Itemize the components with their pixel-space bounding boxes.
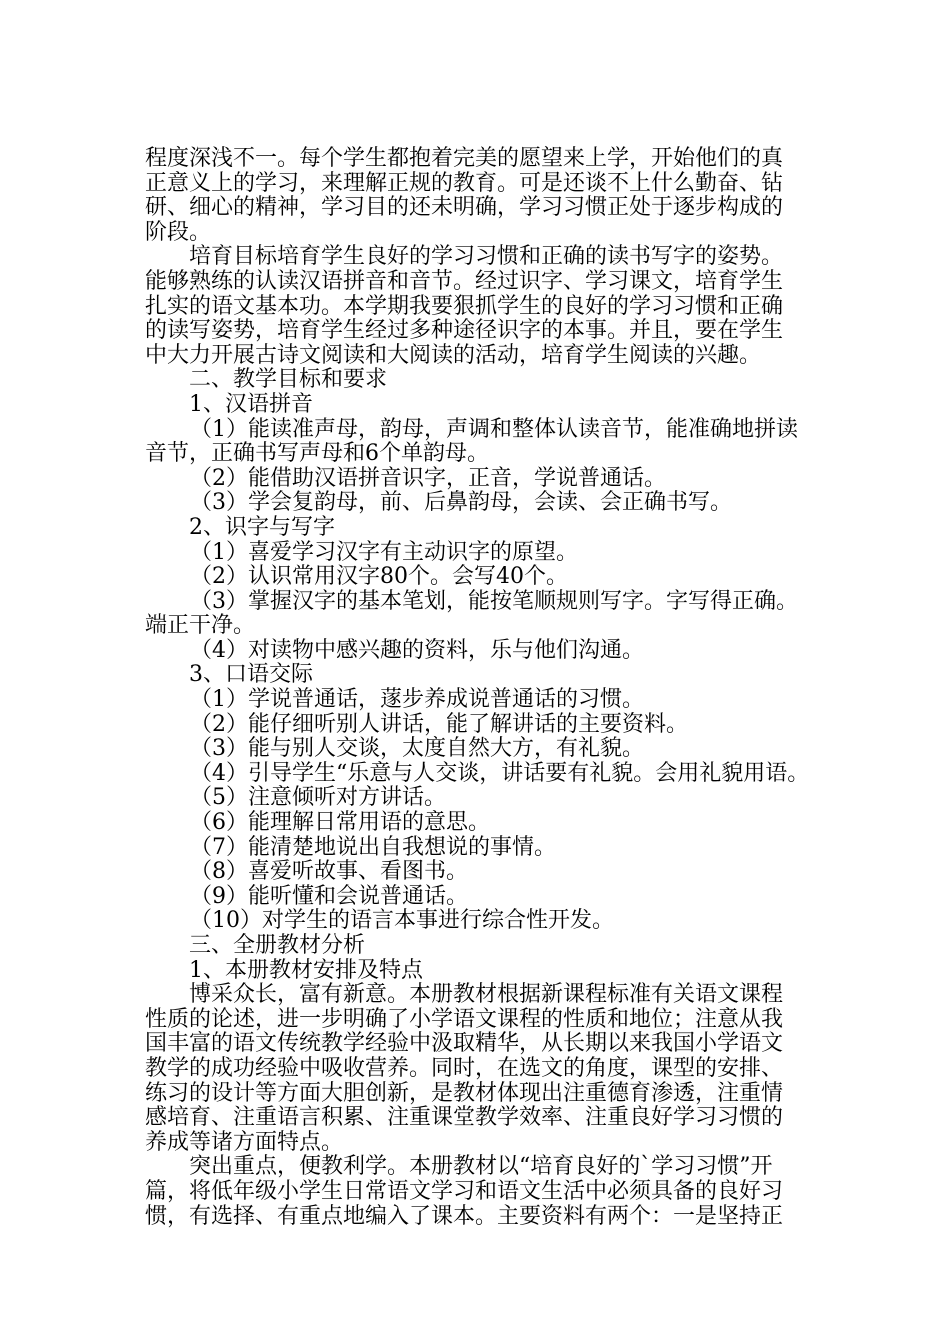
text-line: 正意义上的学习，来理解正规的教育。可是还谈不上什么勤奋、钻 [145,170,784,196]
text-line: （2）能仔细听别人讲话，能了解讲话的主要资料。 [190,711,688,737]
text-line: 1、本册教材安排及特点 [189,957,423,983]
text-line: 惯，有选择、有重点地编入了课本。主要资料有两个：一是坚持正 [145,1203,784,1229]
text-line: （4）引导学生“乐意与人交谈，讲话要有礼貌。会用礼貌用语。 [190,760,810,786]
text-line: 3、口语交际 [189,662,313,688]
text-line: 端正干净。 [145,613,256,639]
text-line: 阶段。 [145,219,212,245]
text-line: 性质的论述，进一步明确了小学语文课程的性质和地位；注意从我 [145,1006,784,1032]
text-line: 二、教学目标和要求 [189,367,388,393]
text-line: （4）对读物中感兴趣的资料，乐与他们沟通。 [190,637,644,663]
text-line: 中大力开展古诗文阅读和大阅读的活动，培育学生阅读的兴趣。 [145,342,762,368]
text-line: 培育目标培育学生良好的学习习惯和正确的读书写字的姿势。 [189,244,784,270]
text-line: （1）学说普通话，蓫步养成说普通话的习惯。 [190,687,644,713]
text-line: 博采众长，富有新意。本册教材根据新课程标准有关语文课程 [189,982,784,1008]
text-line: （2）能借助汉语拼音识字，正音，学说普通话。 [190,465,666,491]
text-line: （10）对学生的语言本事进行综合性开发。 [190,908,614,934]
text-line: （3）掌握汉字的基本笔划，能按笔顺规则写字。字写得正确。 [190,588,798,614]
text-line: 突出重点，便教利学。本册教材以“培育良好的`学习习惯”开 [189,1154,773,1180]
text-line: 养成等诸方面特点。 [145,1129,344,1155]
text-line: （1）喜爱学习汉字有主动识字的原望。 [190,539,578,565]
text-line: （9）能听懂和会说普通话。 [190,883,468,909]
text-line: 音节，正确书写声母和6个单韵母。 [145,441,489,467]
text-line: （3）学会复韵母，前、后鼻韵母，会读、会正确书写。 [190,490,732,516]
text-line: 1、汉语拼音 [189,391,313,417]
text-line: 2、识字与写字 [189,514,335,540]
text-line: 国丰富的语文传统教学经验中汲取精华，从长期以来我国小学语文 [145,1031,784,1057]
text-line: 三、全册教材分析 [189,933,366,958]
text-line: （5）注意倾听对方讲话。 [190,785,446,811]
text-line: 能够熟练的认读汉语拼音和音节。经过识字、学习课文，培育学生 [145,268,784,294]
text-line: （1）能读准声母，韵母，声调和整体认读音节，能准确地拼读 [190,416,798,442]
text-line: 篇，将低年级小学生日常语文学习和语文生活中必须具备的良好习 [145,1178,784,1204]
text-line: 程度深浅不一。每个学生都抱着完美的愿望来上学，开始他们的真 [145,146,784,171]
text-line: 感培育、注重语言积累、注重课堂教学效率、注重良好学习习惯的 [145,1105,784,1131]
text-line: 练习的设计等方面大胆创新，是教材体现出注重德育渗透，注重情 [145,1080,784,1106]
text-line: （8）喜爱听故事、看图书。 [190,859,468,885]
text-line: 研、细心的精神，学习目的还未明确，学习习惯正处于逐步构成的 [145,195,784,221]
text-line: 的读写姿势，培育学生经过多种途径识字的本事。并且，要在学生 [145,318,784,344]
text-line: 扎实的语文基本功。本学期我要狠抓学生的良好的学习习惯和正确 [145,293,784,319]
text-line: （3）能与别人交谈，太度自然大方，有礼貌。 [190,736,644,762]
text-line: （2）认识常用汉字80个。会写40个。 [190,564,568,590]
document-page [145,147,810,1229]
text-line: （7）能清楚地说出自我想说的事情。 [190,834,556,860]
text-line: 教学的成功经验中吸收营养。同时，在选文的角度，课型的安排、 [145,1055,784,1081]
text-line: （6）能理解日常用语的意思。 [190,810,490,836]
